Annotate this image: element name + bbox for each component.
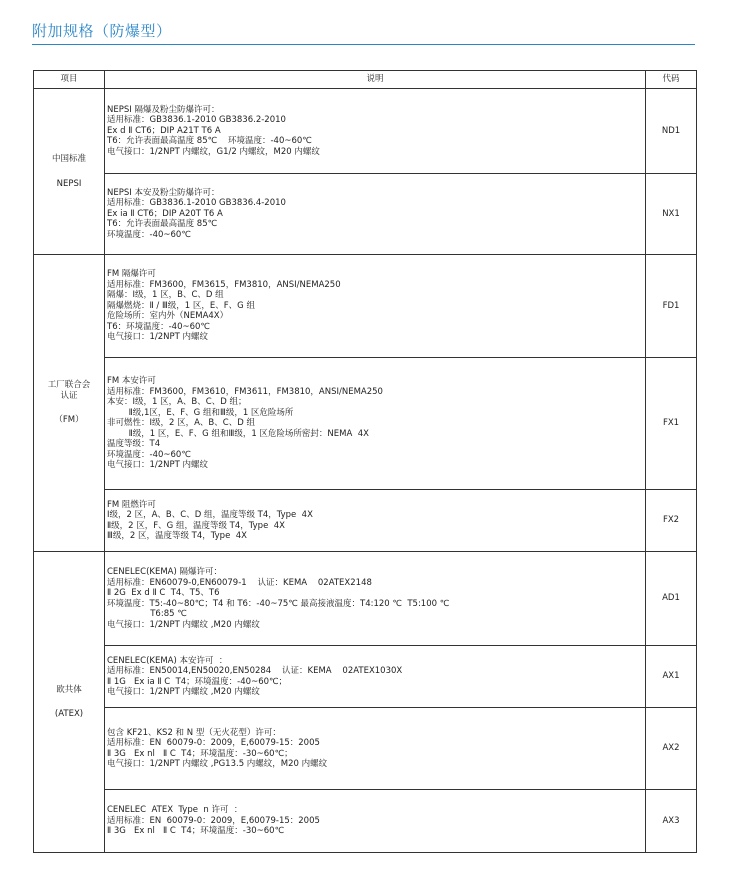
description-cell: CENELEC(KEMA) 本安许可 ： 适用标准：EN50014,EN50020,EN50284 认证：KEMA 02ATEX1030X Ⅱ 1G Ex ia Ⅱ C T4；环境温度：-40~60℃； 电气接口：1/2NPT 内螺纹 ,M20 内螺纹	[105, 646, 646, 708]
group-name: 工厂联合会 认证	[47, 380, 91, 401]
code-cell: FX1	[646, 358, 697, 490]
page-title: 附加规格（防爆型）	[32, 22, 172, 40]
group-name: 欧共体	[56, 684, 82, 695]
code-cell: AX1	[646, 646, 697, 708]
code-cell: AD1	[646, 552, 697, 646]
table-row	[34, 255, 697, 358]
table-row	[34, 358, 697, 490]
table-row	[34, 490, 697, 552]
group-sub: （FM）	[54, 415, 84, 426]
group-sub: (ATEX)	[54, 709, 84, 719]
header-description: 说明	[105, 71, 646, 89]
table-row	[34, 89, 697, 174]
code-cell: FX2	[646, 490, 697, 552]
description-cell: 包含 KF21、KS2 和 N 型（无火花型）许可： 适用标准：EN 60079-0：2009，E,60079-15：2005 Ⅱ 3G Ex nl Ⅱ C T4；环境温度：-30~60℃； 电气接口：1/2NPT 内螺纹 ,PG13.5 内螺纹，M20 内螺纹	[105, 708, 646, 790]
group-cell-fm	[34, 255, 105, 552]
table-row	[34, 174, 697, 255]
code-cell: AX3	[646, 790, 697, 853]
header-code: 代码	[646, 71, 697, 89]
description-cell: NEPSI 隔爆及粉尘防爆许可： 适用标准：GB3836.1-2010 GB3836.2-2010 Ex d Ⅱ CT6；DIP A21T T6 A T6：允许表面最高温度 85℃ 环境温度：-40~60℃ 电气接口：1/2NPT 内螺纹，G1/2 内螺纹，M20 内螺纹	[105, 89, 646, 174]
code-cell: NX1	[646, 174, 697, 255]
header-row	[34, 71, 697, 89]
table-row	[34, 646, 697, 708]
spec-table	[33, 70, 697, 853]
description-cell: FM 隔爆许可 适用标准：FM3600，FM3615，FM3810，ANSI/NEMA250 隔爆：Ⅰ级，1 区，B、C、D 组 隔爆燃烧：Ⅱ / Ⅲ级，1 区，E、F、G 组 危险场所：室内外（NEMA4X） T6：环境温度：-40~60℃ 电气接口：1/2NPT 内螺纹	[105, 255, 646, 358]
description-cell: CENELEC ATEX Type n 许可 ： 适用标准：EN 60079-0：2009，E,60079-15：2005 Ⅱ 3G Ex nl Ⅱ C T4；环境温度：-30~60℃	[105, 790, 646, 853]
code-cell: ND1	[646, 89, 697, 174]
group-sub: NEPSI	[56, 178, 82, 189]
group-cell-atex	[34, 552, 105, 853]
table-row	[34, 790, 697, 853]
table-row	[34, 552, 697, 646]
group-name: 中国标准	[51, 154, 86, 164]
title-underline	[32, 44, 695, 45]
table-row	[34, 708, 697, 790]
description-cell: NEPSI 本安及粉尘防爆许可： 适用标准：GB3836.1-2010 GB3836.4-2010 Ex ia Ⅱ CT6；DIP A20T T6 A T6：允许表面最高温度 85℃ 环境温度：-40~60℃	[105, 174, 646, 255]
description-cell: CENELEC(KEMA) 隔爆许可： 适用标准：EN60079-0,EN60079-1 认证：KEMA 02ATEX2148 Ⅱ 2G Ex d Ⅱ C T4、T5、T6 环境温度：T5:-40~80℃；T4 和 T6：-40~75℃ 最高接液温度：T4:120 ℃ T5:100 ℃ T6:85 ℃ 电气接口：1/2NPT 内螺纹 ,M20 内螺纹	[105, 552, 646, 646]
code-cell: AX2	[646, 708, 697, 790]
header-item: 项目	[34, 71, 105, 89]
description-cell: FM 阻燃许可 Ⅰ级，2 区，A、B、C、D 组，温度等级 T4，Type 4X Ⅱ级，2 区，F、G 组，温度等级 T4，Type 4X Ⅲ级，2 区，温度等级 T4，Type 4X	[105, 490, 646, 552]
group-cell-china	[34, 89, 105, 255]
description-cell: FM 本安许可 适用标准：FM3600，FM3610，FM3611，FM3810，ANSI/NEMA250 本安：Ⅰ级，1 区，A、B、C、D 组； Ⅱ级,1区，E、F、G 组和Ⅲ级，1 区危险场所 非可燃性：Ⅰ级，2 区，A、B、C、D 组 Ⅱ级，1 区，E、F、G 组和Ⅲ级，1 区危险场所密封：NEMA 4X 温度等级：T4 环境温度：-40~60℃ 电气接口：1/2NPT 内螺纹	[105, 358, 646, 490]
code-cell: FD1	[646, 255, 697, 358]
